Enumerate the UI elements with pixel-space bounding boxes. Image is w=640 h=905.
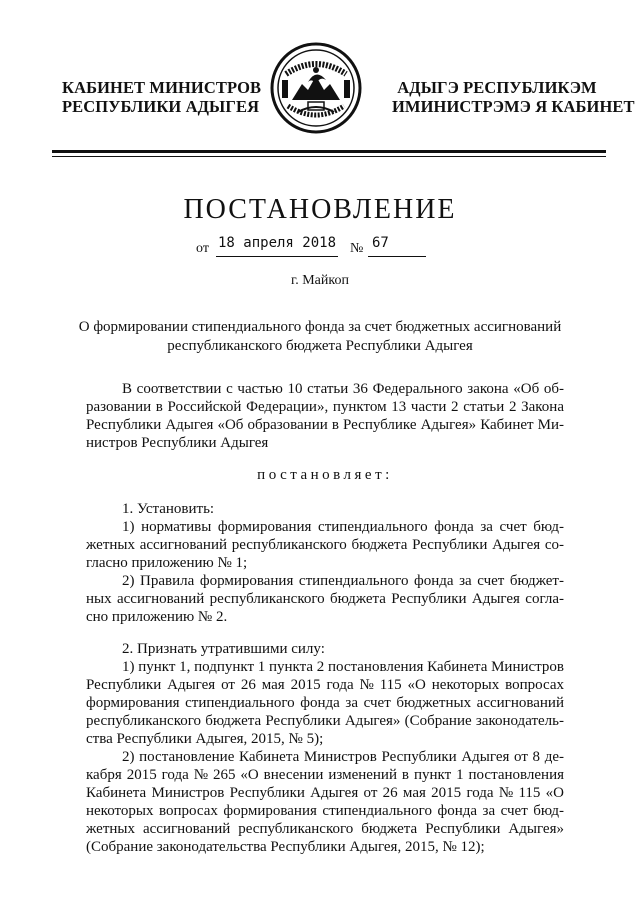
date-underline [216,256,338,257]
header-right-line1: АДЫГЭ РЕСПУБЛИКЭМ [397,78,597,97]
section1-heading: 1. Установить: [122,501,215,517]
section2-item1-line3: формирования стипендиального фонда за счет бюджетных ассигнований [86,695,564,711]
header-left-line2: РЕСПУБЛИКИ АДЫГЕЯ [62,97,260,116]
subject-line1: О формировании стипендиального фонда за счет бюджетных ассигнований [78,319,562,335]
header-rule-thick [52,150,606,153]
coat-of-arms-icon [268,40,364,136]
date-value: 18 апреля 2018 [218,235,337,251]
header-right [392,78,635,116]
section2-item1-line4: республиканского бюджета Республики Адыгея» (Собрание законодатель- [86,713,564,729]
date-number-line [196,235,456,259]
preamble-line2: разовании в Российской Федерации», пунктом 13 части 2 статьи 2 Закона [86,399,564,415]
preamble-line3: Республики Адыгея «Об образовании в Республике Адыгея» Кабинет Ми- [86,417,564,433]
section2-item2-line6: (Собрание законодательства Республики Адыгея, 2015, № 12); [86,839,485,855]
section1-item1-line1: 1) нормативы формирования стипендиального фонда за счет бюд- [122,519,564,535]
preamble-line4: нистров Республики Адыгея [86,435,269,451]
subject-line2: республиканского бюджета Республики Адыгея [167,338,473,354]
section2-item2-line3: Кабинета Министров Республики Адыгея от 26 мая 2015 года № 115 «О [86,785,564,801]
document-body [86,380,564,856]
city-line: г. Майкоп [291,273,349,288]
header-left [62,78,262,116]
section1-item1-line3: гласно приложению № 1; [86,555,248,571]
section2-item2-line4: некоторых вопросах формирования стипендиального фонда за счет бюд- [86,803,564,819]
resolves-word: постановляет: [257,467,393,483]
section2-item1-line5: ства Республики Адыгея, 2015, № 5); [86,731,324,747]
header-right-line2: ИМИНИСТРЭМЭ Я КАБИНЕТ [392,97,635,116]
section1-item2-line2: ных ассигнований республиканского бюджета Республики Адыгея согла- [86,591,564,607]
header-left-line1: КАБИНЕТ МИНИСТРОВ [62,78,262,97]
section2-item2-line5: жетных ассигнований республиканского бюджета Республики Адыгея» [86,821,564,837]
section2-item2-line2: кабря 2015 года № 265 «О внесении изменений в пункт 1 постановления [86,767,564,783]
document-title: ПОСТАНОВЛЕНИЕ [183,194,457,225]
section2-item1-line2: Республики Адыгея от 26 мая 2015 года № 115 «О некоторых вопросах [86,677,564,693]
section1-item2-line3: сно приложению № 2. [86,609,228,625]
section2-item2-line1: 2) постановление Кабинета Министров Республики Адыгея от 8 де- [122,749,564,765]
section2-heading: 2. Признать утратившими силу: [122,641,325,657]
section2-item1-line1: 1) пункт 1, подпункт 1 пункта 2 постановления Кабинета Министров [122,659,564,675]
number-label: № [350,241,364,256]
preamble-line1: В соответствии с частью 10 статьи 36 Федерального закона «Об об- [122,381,564,397]
number-underline [368,256,426,257]
section1-item1-line2: жетных ассигнований республиканского бюджета Республики Адыгея со- [86,537,564,553]
section1-item2-line1: 2) Правила формирования стипендиального фонда за счет бюджет- [122,573,564,589]
header-rule-thin [52,156,606,157]
document-subject [70,318,570,356]
number-value: 67 [372,235,389,251]
date-from-label: от [196,241,209,256]
